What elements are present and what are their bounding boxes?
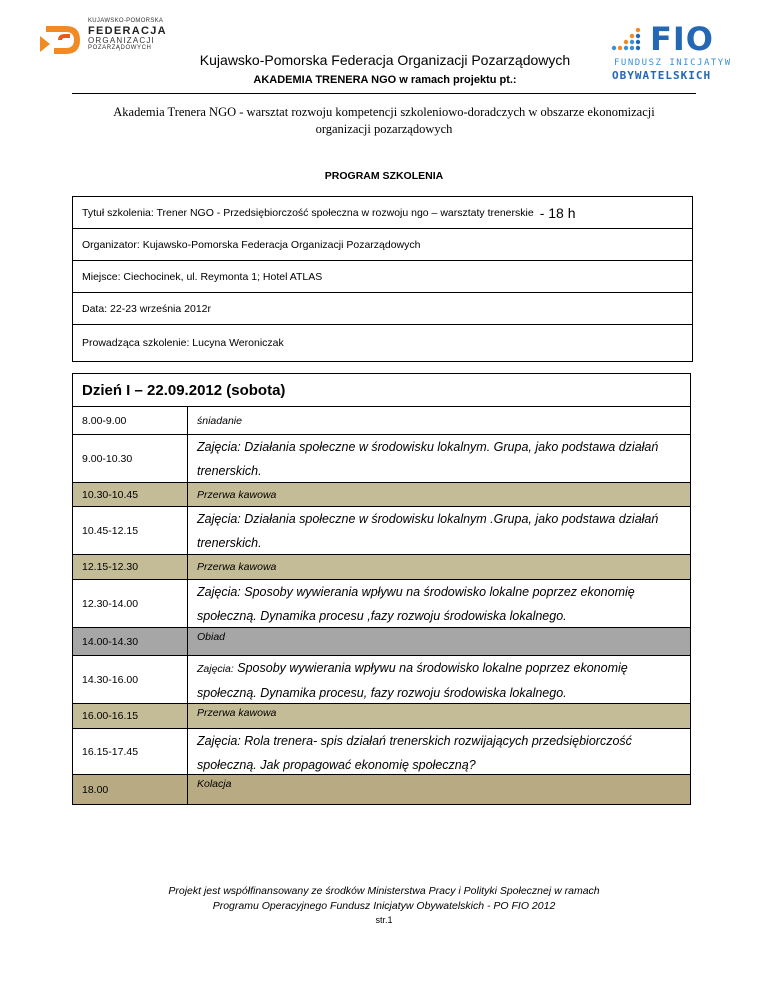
fio-dots-icon	[608, 26, 642, 54]
federation-logo-text	[88, 18, 167, 52]
schedule-activity: Przerwa kawowa	[197, 707, 277, 719]
schedule-row	[73, 483, 690, 507]
schedule-time: 8.00-9.00	[73, 407, 188, 434]
schedule-activity: śniadanie	[197, 414, 242, 427]
schedule-row	[73, 628, 690, 656]
header-subtitle: AKADEMIA TRENERA NGO w ramach projektu pt.:	[253, 74, 517, 86]
schedule-activity: Przerwa kawowa	[197, 488, 277, 501]
footer-line-2: Programu Operacyjnego Fundusz Inicjatyw Obywatelskich - PO FIO 2012	[212, 900, 556, 913]
schedule-row	[73, 656, 690, 704]
schedule-time: 14.30-16.00	[73, 656, 188, 703]
info-title: Tytuł szkolenia: Trener NGO - Przedsiębiorczość społeczna w rozwoju ngo – warsztaty trenerskie	[82, 206, 534, 219]
logo-line-1: KUJAWSKO-POMORSKA	[88, 18, 164, 24]
schedule-row	[73, 435, 690, 483]
schedule-row	[73, 729, 690, 775]
header-title: Kujawsko-Pomorska Federacja Organizacji Pozarządowych	[199, 52, 571, 68]
schedule-activity: Zajęcia: Działania społeczne w środowisku lokalnym. Grupa, jako podstawa działań trenerskich.	[197, 440, 659, 478]
fio-logo	[600, 18, 750, 88]
federation-logo-icon	[36, 22, 84, 62]
federation-logo	[36, 18, 176, 82]
info-hours: - 18 h	[539, 204, 576, 221]
fio-line-1: FUNDUSZ INICJATYW	[614, 58, 732, 68]
logo-line-4: POZARZĄDOWYCH	[88, 45, 152, 52]
fio-brand: FIO	[650, 20, 714, 58]
schedule-activity	[188, 656, 690, 703]
schedule-time: 9.00-10.30	[73, 435, 188, 482]
schedule-table	[72, 373, 691, 805]
schedule-row	[73, 407, 690, 435]
info-place: Miejsce: Ciechocinek, ul. Reymonta 1; Hotel ATLAS	[82, 270, 323, 283]
schedule-time: 16.00-16.15	[73, 704, 188, 728]
schedule-row	[73, 555, 690, 580]
schedule-time: 12.15-12.30	[73, 555, 188, 579]
info-date-row	[73, 293, 692, 325]
day-title: Dzień I – 22.09.2012 (sobota)	[73, 374, 690, 407]
page-number: str.1	[375, 915, 393, 926]
schedule-time: 14.00-14.30	[73, 628, 188, 655]
schedule-activity: Zajęcia: Sposoby wywierania wpływu na środowisko lokalne poprzez ekonomię społeczną. Dynamika procesu ,fazy rozwoju środowiska lokalnego.	[197, 585, 635, 623]
schedule-activity: Zajęcia: Działania społeczne w środowisku lokalnym .Grupa, jako podstawa działań trenerskich.	[197, 512, 659, 550]
schedule-activity-text: Sposoby wywierania wpływu na środowisko lokalne poprzez ekonomię społeczną. Dynamika procesu, fazy rozwoju środowiska lokalnego.	[197, 661, 628, 700]
info-organizer: Organizator: Kujawsko-Pomorska Federacja Organizacji Pozarządowych	[82, 238, 421, 251]
info-trainer-row	[73, 325, 692, 361]
info-title-row	[73, 197, 692, 229]
header-divider	[72, 93, 696, 94]
info-date: Data: 22-23 września 2012r	[82, 302, 211, 315]
schedule-activity: Przerwa kawowa	[197, 561, 277, 573]
schedule-time: 10.45-12.15	[73, 507, 188, 554]
schedule-time: 18.00	[73, 775, 188, 804]
program-title: PROGRAM SZKOLENIA	[324, 170, 444, 182]
schedule-time: 12.30-14.00	[73, 580, 188, 627]
footer-line-1: Projekt jest współfinansowany ze środków Ministerstwa Pracy i Polityki Społecznej w ramach	[168, 885, 600, 897]
schedule-row	[73, 507, 690, 555]
footer	[100, 884, 668, 927]
schedule-activity: Kolacja	[197, 778, 232, 790]
schedule-row	[73, 704, 690, 729]
info-place-row	[73, 261, 692, 293]
info-trainer: Prowadząca szkolenie: Lucyna Weroniczak	[82, 337, 284, 349]
training-info-box	[72, 196, 693, 362]
intro-text: Akademia Trenera NGO - warsztat rozwoju kompetencji szkoleniowo-doradczych w obszarze ekonomizacji organizacji pozarządowych	[113, 105, 655, 136]
schedule-time: 10.30-10.45	[73, 483, 188, 506]
schedule-activity: Zajęcia: Rola trenera- spis działań trenerskich rozwijających przedsiębiorczość społeczną. Jak propagować ekonomię społeczną?	[197, 734, 632, 772]
fio-line-2: OBYWATELSKICH	[612, 69, 712, 82]
logo-line-2: FEDERACJA	[88, 24, 167, 37]
schedule-row	[73, 580, 690, 628]
schedule-activity-prefix: Zajęcia:	[197, 663, 234, 675]
schedule-row	[73, 775, 690, 804]
info-organizer-row	[73, 229, 692, 261]
logo-line-3: ORGANIZACJI	[88, 35, 155, 45]
schedule-activity: Obiad	[197, 631, 226, 643]
schedule-time: 16.15-17.45	[73, 729, 188, 774]
